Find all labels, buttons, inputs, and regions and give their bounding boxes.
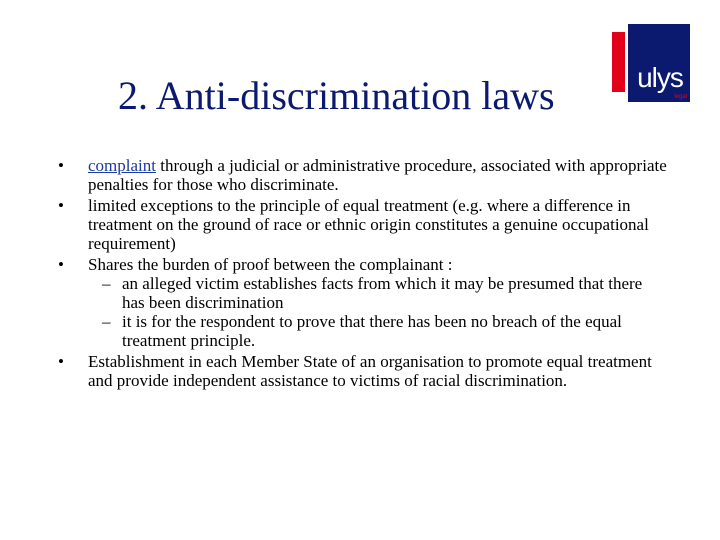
bullet-marker: •: [58, 255, 64, 274]
sub-bullet-item: [88, 274, 668, 312]
sub-bullet-text: an alleged victim establishes facts from which it may be presumed that there has been discrimination: [122, 274, 643, 312]
ulys-logo: [612, 24, 690, 102]
logo-wordmark: ulys: [637, 62, 683, 93]
bullet-text: limited exceptions to the principle of equal treatment (e.g. where a difference in treatment on the ground of race or ethnic origin constitutes a genuine occupational requirement): [88, 196, 649, 253]
bullet-text: Shares the burden of proof between the complainant :: [88, 255, 453, 274]
bullet-list: [58, 156, 668, 392]
bullet-item: [58, 196, 668, 253]
bullet-text: through a judicial or administrative procedure, associated with appropriate penalties for those who discriminate.: [88, 156, 667, 194]
complaint-link[interactable]: complaint: [88, 156, 156, 175]
logo-box: [628, 24, 690, 102]
bullet-text: Establishment in each Member State of an organisation to promote equal treatment and provide independent assistance to victims of racial discrimination.: [88, 352, 652, 390]
bullet-item: [58, 156, 668, 194]
dash-marker: –: [102, 274, 111, 293]
bullet-marker: •: [58, 156, 64, 175]
dash-marker: –: [102, 312, 111, 331]
logo-red-bar: [612, 32, 625, 92]
bullet-item: [58, 255, 668, 350]
bullet-marker: •: [58, 352, 64, 371]
bullet-item: [58, 352, 668, 390]
logo-tagline: legal: [674, 94, 687, 100]
sub-bullet-list: [88, 274, 668, 350]
bullet-marker: •: [58, 196, 64, 215]
sub-bullet-item: [88, 312, 668, 350]
slide-title: 2. Anti-discrimination laws: [118, 73, 555, 118]
sub-bullet-text: it is for the respondent to prove that there has been no breach of the equal treatment principle.: [122, 312, 622, 350]
